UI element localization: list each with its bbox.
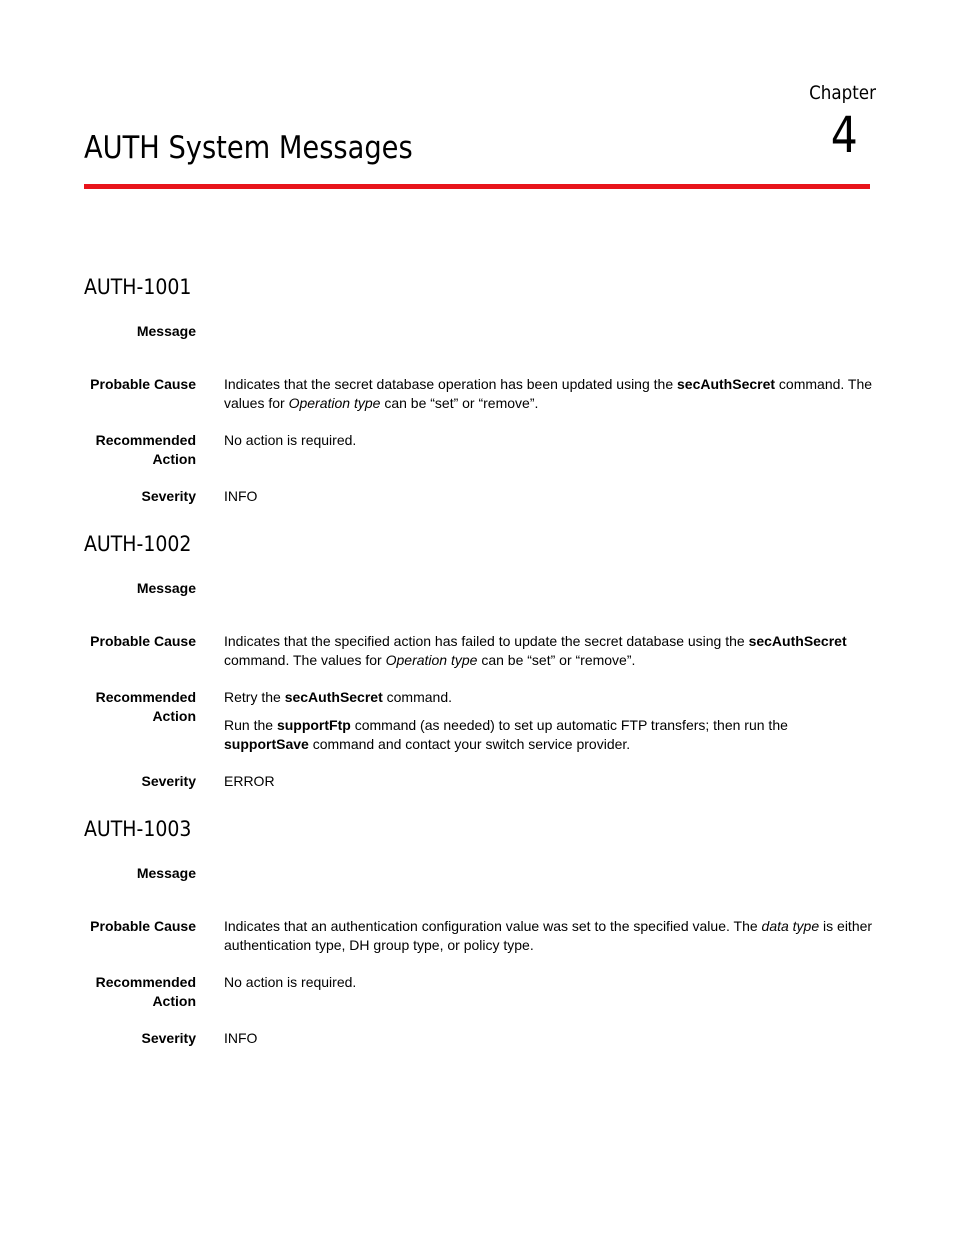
severity-value: ERROR (224, 773, 275, 789)
section-title: AUTH-1001 (84, 275, 192, 299)
message-label: Message (136, 865, 196, 881)
command-name: secAuthSecret (284, 689, 383, 705)
chapter-title: AUTH System Messages (84, 130, 413, 166)
chapter-label: Chapter (809, 82, 876, 104)
chapter-rule (84, 184, 870, 189)
probable-cause-label: Probable Cause (90, 918, 196, 934)
recommended-action-label: Recommended Action (95, 974, 196, 1009)
recommended-action-text: Retry the secAuthSecret command. Run the supportFtp command (as needed) to set up automatic FTP transfers; then run the supportSave command and contact your switch service provider. (224, 689, 788, 752)
severity-value: INFO (224, 488, 258, 504)
command-name: supportFtp (276, 717, 351, 733)
severity-label: Severity (141, 488, 196, 504)
severity-label: Severity (141, 1030, 196, 1046)
section-title: AUTH-1003 (84, 817, 192, 841)
command-name: supportSave (224, 736, 309, 752)
message-label: Message (136, 580, 196, 596)
severity-value: INFO (224, 1030, 258, 1046)
message-label: Message (136, 323, 196, 339)
command-name: secAuthSecret (677, 376, 776, 392)
severity-label: Severity (141, 773, 196, 789)
recommended-action-text: No action is required. (224, 974, 357, 990)
command-name: secAuthSecret (748, 633, 847, 649)
probable-cause-text: Indicates that the secret database operation has been updated using the secAuthSecret command. The values for Operation type can be “set” or “remove”. (224, 376, 873, 411)
message-section-auth-1001 (84, 275, 874, 504)
probable-cause-text: Indicates that an authentication configuration value was set to the specified value. The data type is either authentication type, DH group type, or policy type. (224, 918, 873, 953)
message-section-auth-1002 (84, 532, 874, 789)
message-section-auth-1003 (84, 817, 874, 1046)
recommended-action-text: No action is required. (224, 432, 357, 448)
recommended-action-label: Recommended Action (95, 432, 196, 467)
probable-cause-text: Indicates that the specified action has failed to update the secret database using the secAuthSecret command. The values for Operation type can be “set” or “remove”. (224, 633, 847, 668)
section-title: AUTH-1002 (84, 532, 192, 556)
probable-cause-label: Probable Cause (90, 376, 196, 392)
probable-cause-label: Probable Cause (90, 633, 196, 649)
recommended-action-label: Recommended Action (95, 689, 196, 724)
chapter-number: 4 (830, 106, 858, 164)
